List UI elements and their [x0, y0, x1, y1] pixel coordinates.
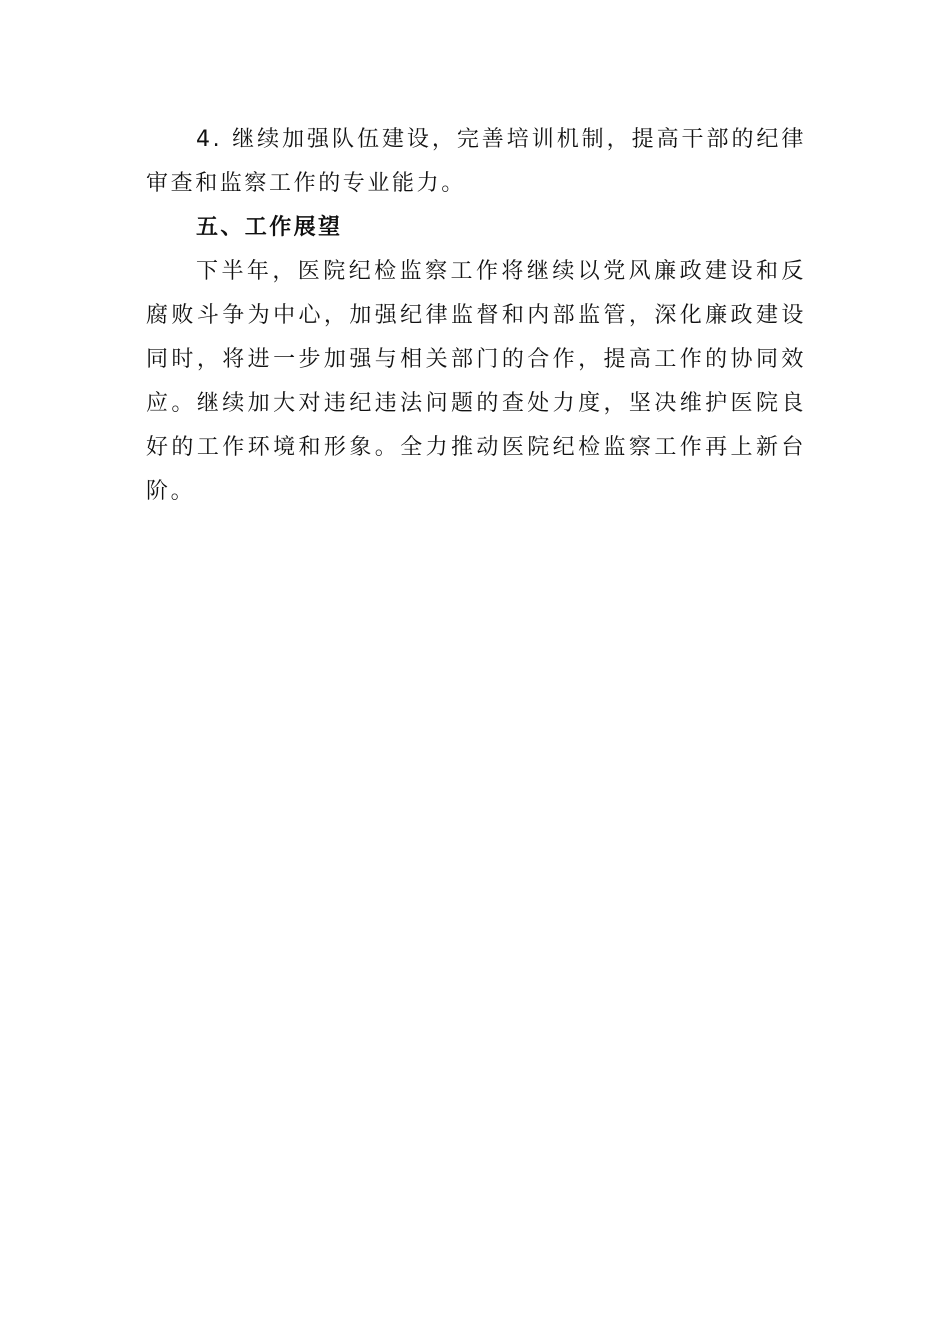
outlook-paragraph: 下半年，医院纪检监察工作将继续以党风廉政建设和反腐败斗争为中心，加强纪律监督和内部监管，深化廉政建设同时，将进一步加强与相关部门的合作，提高工作的协同效应。继续加大对违纪违法问题的查处力度，坚决维护医院良好的工作环境和形象。全力推动医院纪检监察工作再上新台阶。 [146, 259, 806, 504]
measure-item-4-paragraph: 4. 继续加强队伍建设，完善培训机制，提高干部的纪律审查和监察工作的专业能力。 [146, 127, 806, 196]
document-body [146, 118, 806, 514]
section-heading-outlook: 五、工作展望 [196, 215, 343, 240]
